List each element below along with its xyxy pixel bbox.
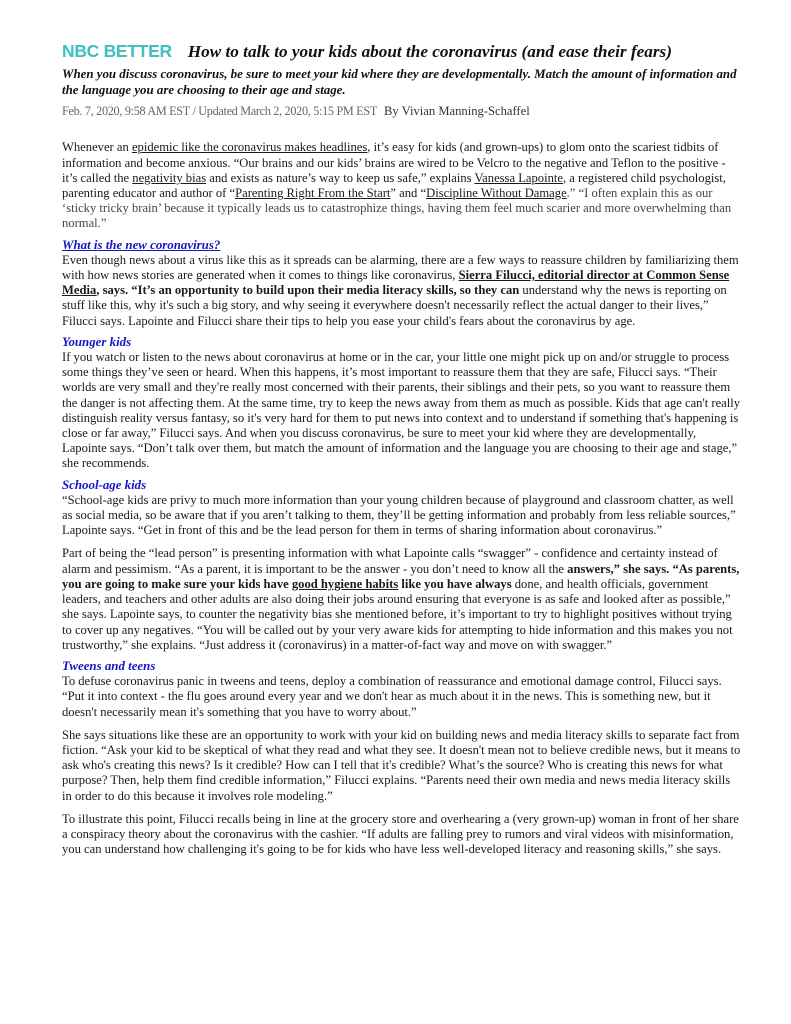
section-paragraph: She says situations like these are an opportunity to work with your kid on building news and media literacy skills to separate fact from fiction. “Ask your kid to be skeptical of what they read and what they see. It doesn't mean not to believe credible news, but it means to ask who's creating this news? Is it credible? How can I tell that it's credible? What’s the source? Who is creating this news for what purpose? Then, help them find credible information,” Filucci explains. “Parents need their own media and news media literacy skills in order to do this because it involves role modeling.”	[62, 727, 741, 803]
text: and exists as nature’s way to keep us safe,” explains	[206, 170, 475, 185]
section-heading-tweens-teens: Tweens and teens	[62, 658, 156, 673]
text: Part of being the “lead person” is presenting information with what Lapointe calls “swagger” - confidence and certainty instead of alarm and pessimism. “As a parent, it is important to be the answer - you don’t need to know all the	[62, 546, 718, 576]
section-heading-school-age-kids: School-age kids	[62, 477, 147, 492]
section-paragraph	[62, 546, 742, 652]
section-paragraph: To defuse coronavirus panic in tweens and teens, deploy a combination of reassurance and emotional damage control, Filucci says. “Put it into context - the flu goes around every year and we don't hear as much about it in the news. This is something new, but it doesn't necessarily mean it's something that you have to worry about.”	[62, 674, 722, 719]
section-paragraph: “School-age kids are privy to much more information than your young children because of playground and classroom chatter, as well as social media, so be aware that if you aren’t talking to them, they’ll be getting information and probably from less reliable sources,” Lapointe says. “Get in front of this and be the lead person for them in terms of sharing information about coronavirus.”	[62, 492, 736, 538]
section-paragraph	[62, 253, 742, 329]
text: done, and health officials, government leaders, and teachers and other adults are also doing their jobs around ensuring that everyone is as safe and looked after as possible,” she says. Lapointe says, to counter the negativity bias she mentioned before, it’s important to try to highlight positives without trying to cover up any negatives. “You will be called out by your very aware kids for attempting to hide information and this makes you not trustworthy,” she explains. “Just address it (coronavirus) in a matter-of-fact way and move on with swagger.”	[62, 576, 733, 652]
link-vanessa-lapointe[interactable]: Vanessa Lapointe	[474, 170, 563, 185]
byline	[62, 104, 742, 119]
text: , says. “It’s an opportunity to build upon their media literacy skills, so they can	[96, 283, 520, 298]
article-subtitle: When you discuss coronavirus, be sure to meet your kid where they are developmentally. Match the amount of information and the language you are choosing to their age and stage.	[62, 67, 737, 98]
article-header	[62, 41, 742, 61]
text: , it’s easy for kids (and grown-ups) to glom onto the scariest tidbits of information and become anxious. “Our brains and our kids’ brains are wired to be Velcro to the negative and Teflon to the positive - it’s called the	[62, 140, 726, 185]
text: Whenever an	[62, 140, 132, 155]
link-discipline-without-damage[interactable]: Discipline Without Damage	[426, 186, 567, 201]
link-epidemic[interactable]: epidemic like the coronavirus makes headlines	[131, 140, 368, 155]
section-paragraph: If you watch or listen to the news about coronavirus at home or in the car, your little one might pick up on and/or struggle to process some things they’ve seen or heard. When this happens, it’s most important to reassure them that they are safe, Filucci says. “Their worlds are very small and they're really most concerned with their parents, their siblings and their pets, so you want to reassure them the danger is not affecting them. At the same time, try to keep the news away from them as much as possible. Kids that age can't really distinguish reality versus fantasy, so it's very hard for them to put news into context and to understand if something that's happening is close or far away,” Filucci says. And when you discuss coronavirus, be sure to meet your kid where they are developmentally, Lapointe says. “Don’t talk over them, but match the amount of information and the language you are choosing to their age and stage,” she recommends.	[62, 350, 741, 471]
text: like you have always	[398, 576, 512, 591]
section-heading-new-coronavirus[interactable]: What is the new coronavirus?	[62, 237, 221, 252]
text: , a registered child psychologist, parenting educator and author of “	[62, 170, 726, 201]
article-title: How to talk to your kids about the coronavirus (and ease their fears)	[187, 42, 672, 61]
text: answers,” she says. “As parents, you are going to make sure your kids have	[62, 561, 740, 591]
nbc-better-logo: NBC BETTER	[62, 41, 172, 61]
author: By Vivian Manning-Schaffel	[384, 104, 530, 119]
link-good-hygiene-habits[interactable]: good hygiene habits	[291, 576, 399, 591]
text: .” “I often explain this as our ‘sticky tricky brain’ because it typically leads us to catastrophize things, having them feel much scarier and more overwhelming than normal.”	[62, 186, 732, 231]
link-negativity-bias[interactable]: negativity bias	[132, 170, 207, 185]
link-parenting-right[interactable]: Parenting Right From the Start	[235, 186, 391, 201]
text: Even though news about a virus like this as it spreads can be alarming, there are a few ways to reassure children by familiarizing them with how news stories are generated when it comes to things like coronavirus,	[62, 252, 739, 283]
text: ” and “	[390, 186, 427, 201]
article	[62, 41, 742, 857]
text: understand why the news is reporting on stuff like this, why it's such a big story, and why seeing it everywhere doesn't necessarily reflect the actual danger to their lives,” Filucci says. Lapointe and Filucci share their tips to help you ease your child's fears about the coronavirus by age.	[62, 283, 727, 328]
section-paragraph: To illustrate this point, Filucci recalls being in line at the grocery store and overhearing a (very grown-up) woman in front of her share a conspiracy theory about the coronavirus with the cashier. “If adults are falling prey to rumors and viral videos with misinformation, you can understand how challenging it's going to be for kids who have less well-developed literacy and reasoning skills,” she says.	[62, 811, 739, 857]
link-sierra-filucci[interactable]: Sierra Filucci, editorial director at Common Sense Media	[62, 268, 730, 298]
intro-paragraph	[62, 140, 742, 231]
publish-date: Feb. 7, 2020, 9:58 AM EST / Updated March 2, 2020, 5:15 PM EST	[62, 104, 377, 119]
section-heading-younger-kids: Younger kids	[62, 334, 132, 349]
